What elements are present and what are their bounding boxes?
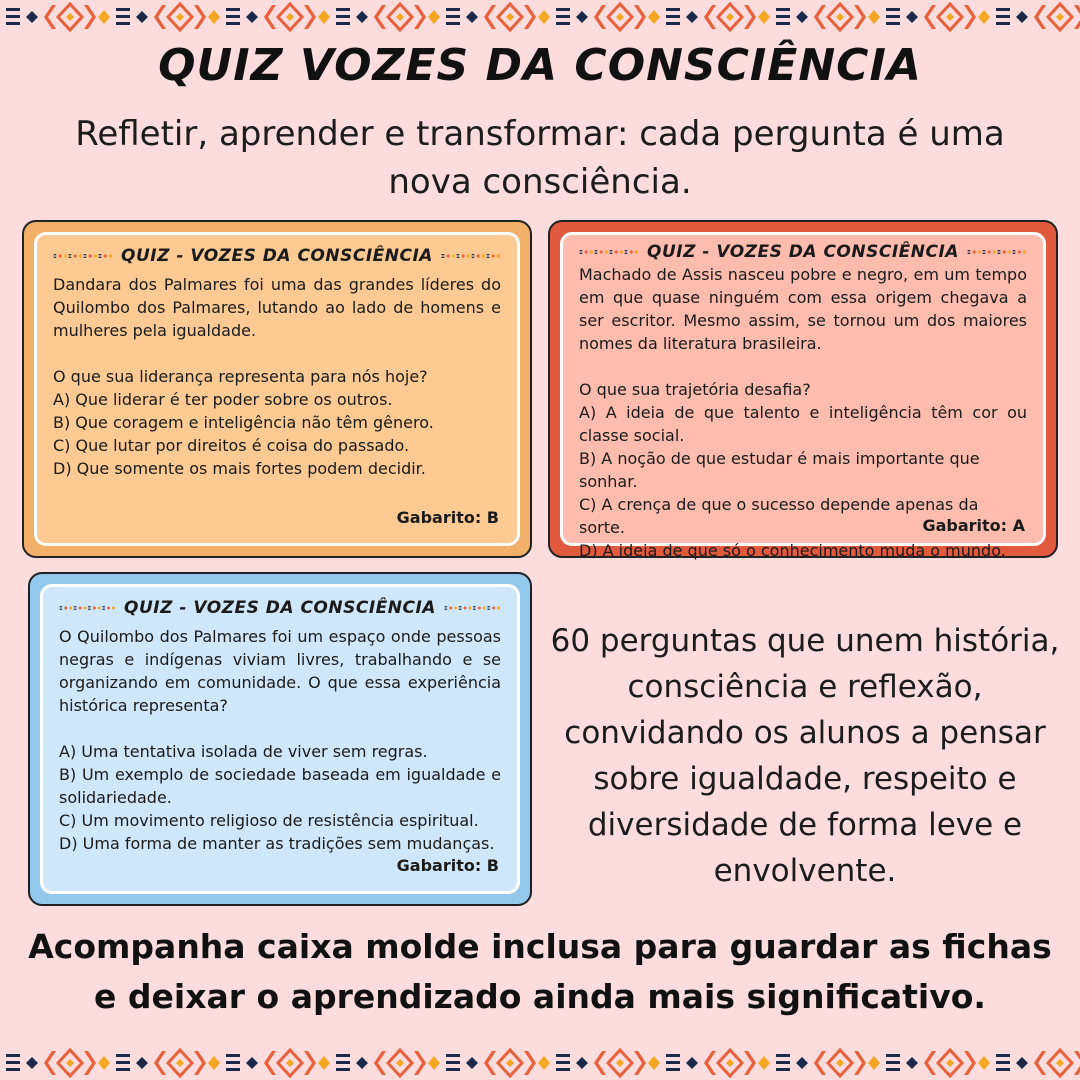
- option-a: A) Uma tentativa isolada de viver sem regras.: [59, 742, 428, 761]
- card-header: [579, 241, 1027, 263]
- mini-pattern-left: [53, 251, 113, 261]
- option-d: D) A ideia de que só o conhecimento muda o mundo.: [579, 541, 1006, 560]
- answer-key: Gabarito: B: [396, 856, 499, 875]
- quiz-card-palmares: [28, 572, 532, 906]
- box-info-text: Acompanha caixa molde inclusa para guardar as fichas e deixar o aprendizado ainda mais significativo.: [28, 927, 1052, 1016]
- option-b: B) Um exemplo de sociedade baseada em igualdade e solidariedade.: [59, 765, 501, 807]
- quiz-card-body: [40, 584, 520, 894]
- card-text: Dandara dos Palmares foi uma das grandes líderes do Quilombo dos Palmares, lutando ao lado de homens e mulheres pela igualdade.: [53, 275, 501, 340]
- mini-pattern-right: [967, 247, 1027, 257]
- quiz-card-body: [560, 232, 1046, 560]
- card-title: QUIZ - VOZES DA CONSCIÊNCIA: [121, 245, 433, 266]
- decorative-border-bottom: [0, 1046, 1080, 1080]
- card-question: O que sua trajetória desafia?: [579, 380, 811, 399]
- page-title: QUIZ VOZES DA CONSCIÊNCIA: [158, 40, 922, 91]
- card-title: QUIZ - VOZES DA CONSCIÊNCIA: [124, 597, 436, 618]
- card-title: QUIZ - VOZES DA CONSCIÊNCIA: [647, 241, 959, 262]
- mini-pattern-right: [441, 251, 501, 261]
- option-a: A) Que liderar é ter poder sobre os outros.: [53, 390, 393, 409]
- answer-key: Gabarito: B: [396, 508, 499, 527]
- option-d: D) Uma forma de manter as tradições sem mudanças.: [59, 834, 495, 853]
- option-b: B) A noção de que estudar é mais importante que sonhar.: [579, 449, 980, 491]
- quiz-card-body: [34, 232, 520, 546]
- option-b: B) Que coragem e inteligência não têm gênero.: [53, 413, 434, 432]
- quiz-card-dandara: [22, 220, 532, 558]
- option-d: D) Que somente os mais fortes podem decidir.: [53, 459, 426, 478]
- option-a: A) A ideia de que talento e inteligência têm cor ou classe social.: [579, 403, 1027, 445]
- card-question: O que sua liderança representa para nós hoje?: [53, 367, 428, 386]
- mini-pattern-right: [444, 603, 501, 613]
- card-header: [59, 597, 501, 619]
- description-text: 60 perguntas que unem história, consciência e reflexão, convidando os alunos a pensar sobre igualdade, respeito e diversidade de forma leve e envolvente.: [550, 623, 1060, 889]
- decorative-border-top: [0, 0, 1080, 34]
- option-c: C) Um movimento religioso de resistência espiritual.: [59, 811, 479, 830]
- option-c: C) A crença de que o sucesso depende apenas da sorte.: [579, 495, 979, 537]
- option-c: C) Que lutar por direitos é coisa do passado.: [53, 436, 410, 455]
- card-text: O Quilombo dos Palmares foi um espaço onde pessoas negras e indígenas viviam livres, trabalhando e se organizando em comunidade. O que essa experiência histórica representa?: [59, 627, 501, 715]
- quiz-card-machado: [548, 220, 1058, 558]
- answer-key: Gabarito: A: [922, 516, 1025, 535]
- card-text: Machado de Assis nasceu pobre e negro, em um tempo em que quase ninguém com essa origem chegava a ser escritor. Mesmo assim, se tornou um dos maiores nomes da literatura brasileira.: [579, 265, 1027, 353]
- mini-pattern-left: [59, 603, 116, 613]
- card-header: [53, 245, 501, 267]
- mini-pattern-left: [579, 247, 639, 257]
- subtitle: Refletir, aprender e transformar: cada pergunta é uma nova consciência.: [75, 114, 1005, 202]
